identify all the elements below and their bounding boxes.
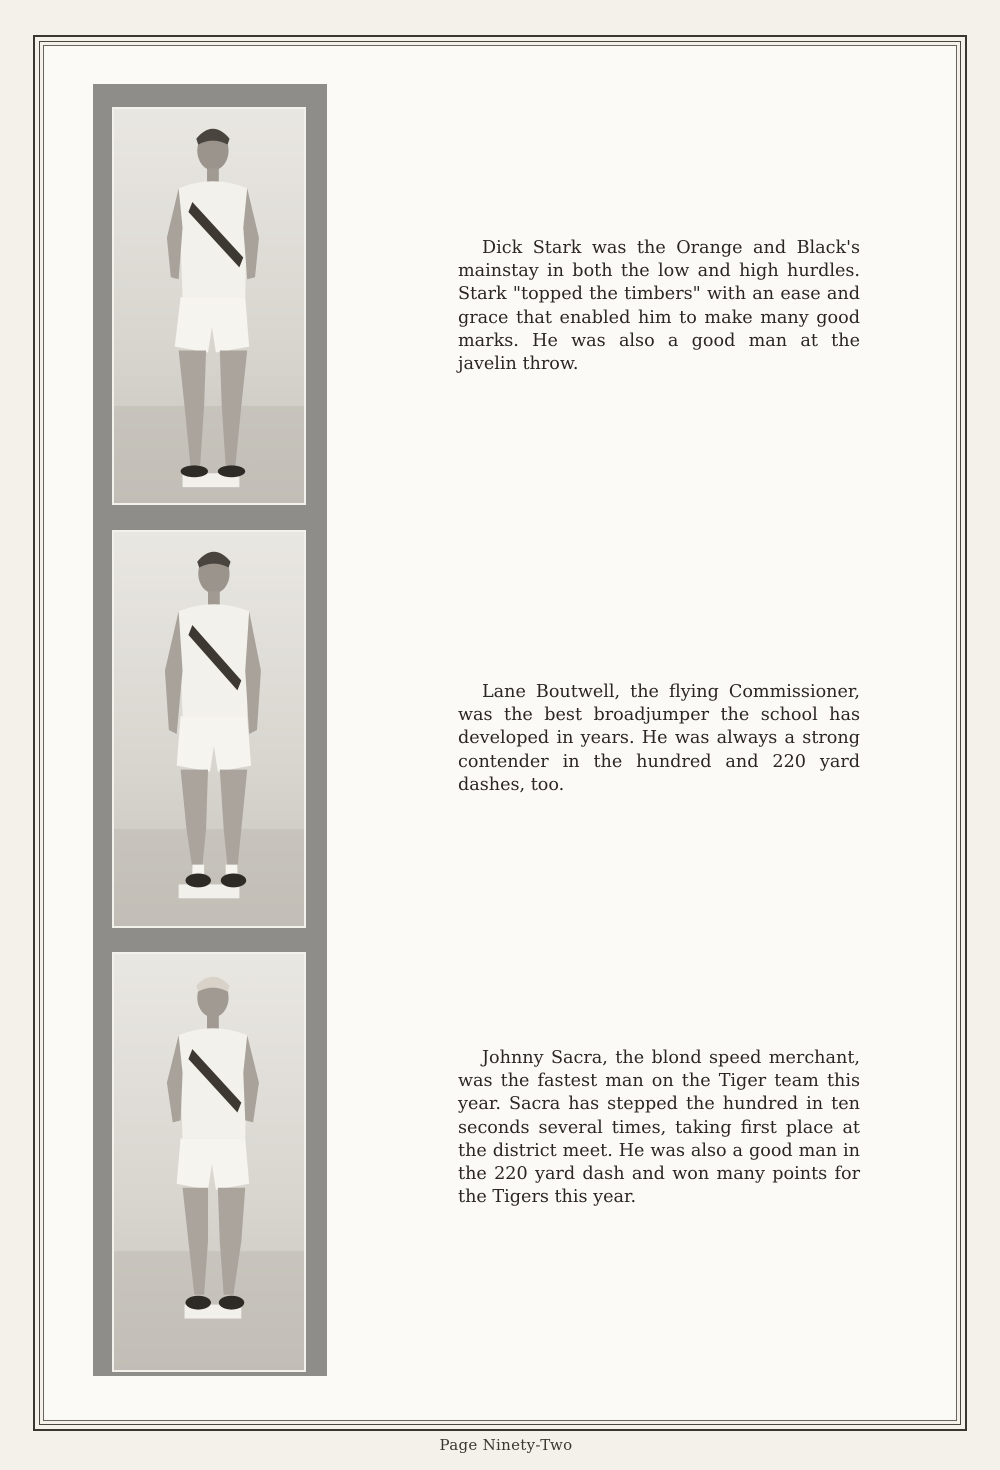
athlete-photo-stark	[112, 107, 306, 505]
bio-text: Johnny Sacra, the blond speed merchant, was the fastest man on the Tiger team this year. Sacra has stepped the hundred in ten seconds several times, taking first place at the district meet. He was also a good man in the 220 yard dash and won many points for the Tigers this year.	[458, 1048, 860, 1208]
athlete-photo-boutwell	[112, 530, 306, 928]
athlete-bio-sacra	[458, 1047, 860, 1209]
athlete-bio-boutwell	[458, 681, 860, 797]
athlete-bio-stark	[458, 237, 860, 376]
bio-text: Lane Boutwell, the flying Commissioner, was the best broadjumper the school has developed in years. He was always a strong contender in the hundred and 220 yard dashes, too.	[458, 682, 860, 795]
athlete-figure	[114, 532, 304, 926]
bio-text: Dick Stark was the Orange and Black's mainstay in both the low and high hurdles. Stark "topped the timbers" with an ease and grace that enabled him to make many good marks. He was also a good man at the javelin throw.	[458, 238, 860, 375]
athlete-figure	[114, 954, 304, 1370]
photo-strip	[93, 84, 327, 1376]
athlete-photo-sacra	[112, 952, 306, 1372]
athlete-figure	[114, 109, 304, 503]
page-number: Page Ninety-Two	[439, 1436, 573, 1454]
